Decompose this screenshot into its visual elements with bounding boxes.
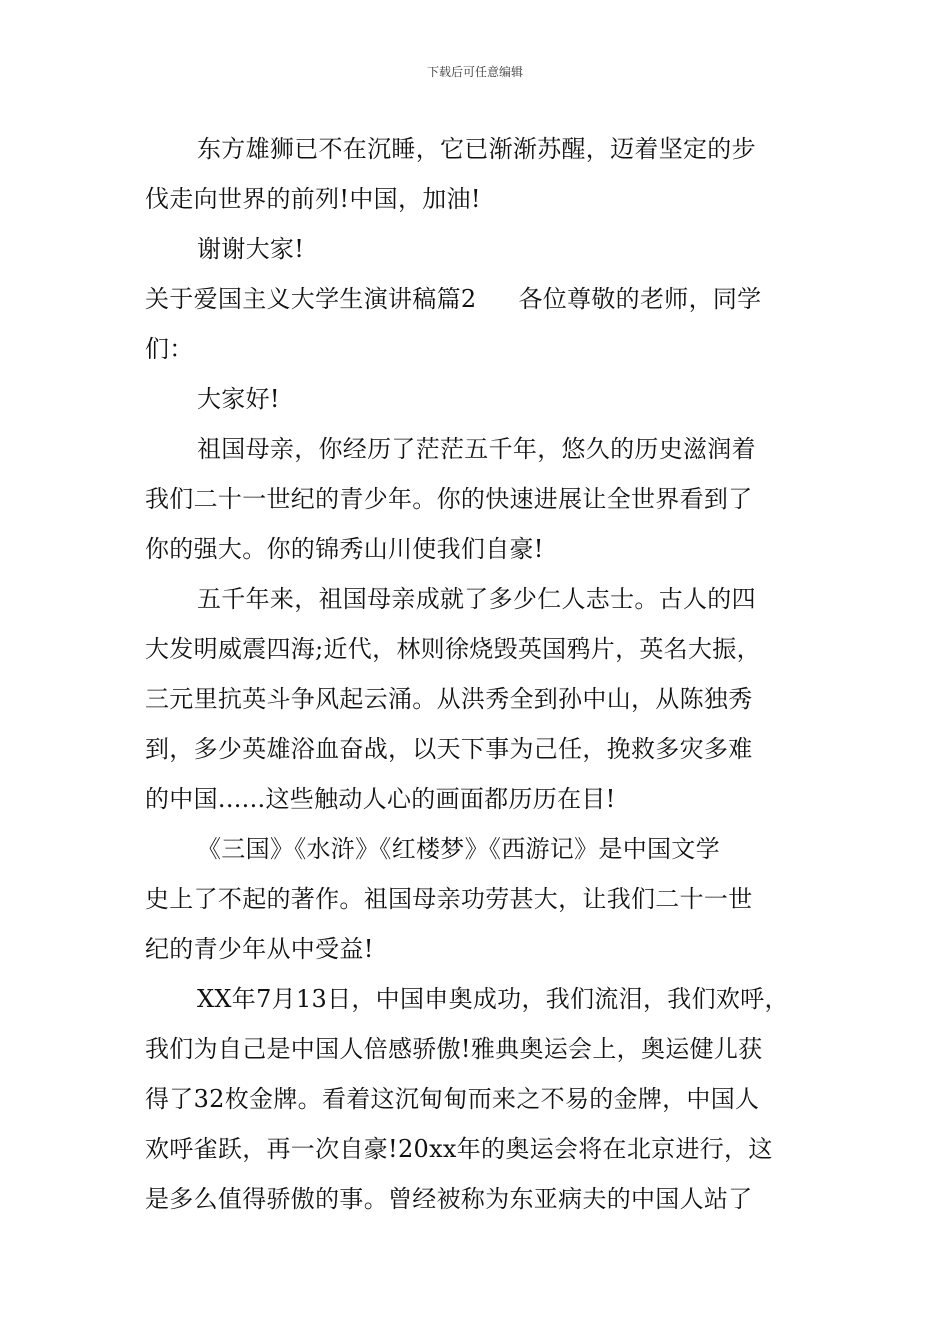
text-line: 得了32枚金牌。看着这沉甸甸而来之不易的金牌，中国人	[145, 1085, 760, 1113]
text-line: 们：	[145, 335, 194, 363]
text-line: 谢谢大家!	[197, 235, 305, 263]
text-line: 东方雄狮已不在沉睡，它已渐渐苏醒，迈着坚定的步	[197, 135, 756, 163]
text-line: 大发明威震四海;近代，林则徐烧毁英国鸦片，英名大振，	[145, 635, 761, 663]
text-line: 你的强大。你的锦秀山川使我们自豪!	[145, 535, 544, 563]
section-title: 关于爱国主义大学生演讲稿篇2	[145, 285, 477, 313]
text-line: 到，多少英雄浴血奋战，以天下事为己任，挽救多灾多难	[145, 735, 753, 763]
text-line: 欢呼雀跃，再一次自豪!20xx年的奥运会将在北京进行，这	[145, 1135, 773, 1163]
text-line: 《三国》《水浒》《红楼梦》《西游记》是中国文学	[197, 835, 720, 863]
text-line: 大家好!	[197, 385, 280, 413]
text-line: XX年7月13日，中国申奥成功，我们流泪，我们欢呼，	[197, 985, 789, 1013]
text-line: 纪的青少年从中受益!	[145, 935, 374, 963]
text-line: 史上了不起的著作。祖国母亲功劳甚大，让我们二十一世	[145, 885, 753, 913]
page-header: 下载后可任意编辑	[426, 65, 523, 79]
text-line: 祖国母亲，你经历了茫茫五千年，悠久的历史滋润着	[197, 435, 756, 463]
text-line: 三元里抗英斗争风起云涌。从洪秀全到孙中山，从陈独秀	[145, 685, 753, 713]
text-line: 我们为自己是中国人倍感骄傲!雅典奥运会上，奥运健儿获	[145, 1035, 763, 1063]
salutation: 各位尊敬的老师，同学	[518, 285, 762, 313]
section-title-line	[145, 274, 813, 324]
text-line: 是多么值得骄傲的事。曾经被称为东亚病夫的中国人站了	[145, 1185, 753, 1213]
text-line: 五千年来，祖国母亲成就了多少仁人志士。古人的四	[197, 585, 756, 613]
document-body	[145, 124, 813, 1224]
text-line: 伐走向世界的前列!中国，加油!	[145, 185, 481, 213]
text-line: 我们二十一世纪的青少年。你的快速进展让全世界看到了	[145, 485, 753, 513]
text-line: 的中国......这些触动人心的画面都历历在目!	[145, 785, 616, 813]
